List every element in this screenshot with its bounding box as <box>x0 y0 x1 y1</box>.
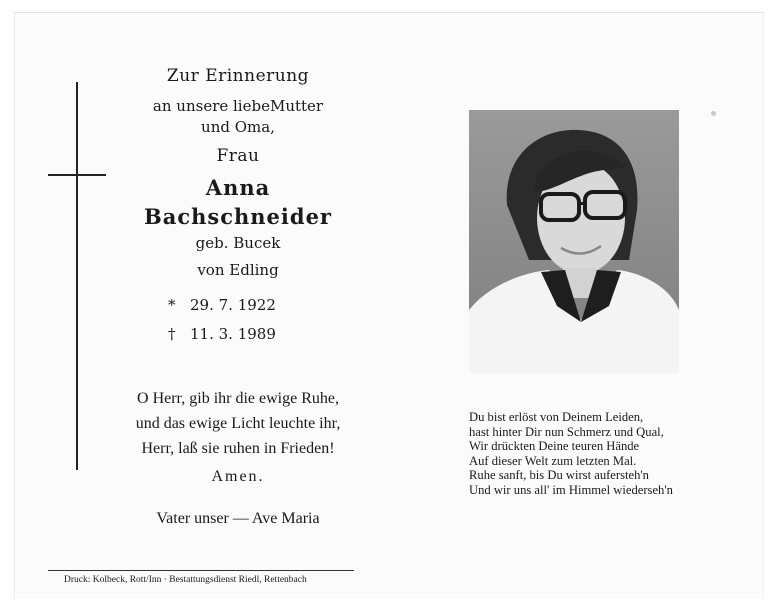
dedication-line-2: und Oma, <box>201 118 275 136</box>
print-credit: Druck: Kolbeck, Rott/Inn · Bestattungsdienst Riedl, Rettenbach <box>64 575 307 585</box>
birth-date: 29. 7. 1922 <box>190 296 276 314</box>
poem-line: Du bist erlöst von Deinem Leiden, <box>469 410 644 424</box>
dedication-line-1: an unsere liebeMutter <box>152 97 324 115</box>
poem-line: hast hinter Dir nun Schmerz und Qual, <box>469 424 664 439</box>
cross-horizontal-bar <box>48 174 106 176</box>
footer-divider <box>48 570 354 571</box>
prayer-line-1: O Herr, gib ihr die ewige Ruhe, <box>137 390 339 407</box>
poem-line: Ruhe sanft, bis Du wirst aufersteh'n <box>469 468 649 483</box>
honorific-title: Frau <box>216 146 260 166</box>
poem-line: Wir drückten Deine teuren Hände <box>469 439 640 454</box>
last-name: Bachschneider <box>143 204 332 229</box>
first-name: Anna <box>205 175 271 200</box>
death-date-line <box>168 325 276 343</box>
death-date: 11. 3. 1989 <box>190 325 276 343</box>
memorial-poem <box>469 410 673 498</box>
cross-vertical-bar <box>76 82 78 470</box>
poem-line: Auf dieser Welt zum letzten Mal. <box>469 453 637 468</box>
death-cross-icon: † <box>168 325 176 343</box>
prayer-line-2: und das ewige Licht leuchte ihr, <box>135 415 341 432</box>
speck-mark <box>711 111 716 116</box>
origin-place: von Edling <box>197 261 279 279</box>
portrait-photo <box>469 110 679 373</box>
birth-star-icon: * <box>168 296 176 314</box>
memorial-heading: Zur Erinnerung <box>166 66 310 86</box>
birth-name: geb. Bucek <box>195 234 281 252</box>
amen: Amen. <box>211 468 265 485</box>
prayer-line-3: Herr, laß sie ruhen in Frieden! <box>141 440 335 457</box>
closing-prayers: Vater unser — Ave Maria <box>156 510 320 527</box>
poem-line: Und wir uns all' im Himmel wiederseh'n <box>469 482 673 497</box>
birth-date-line <box>168 296 276 314</box>
portrait-image <box>469 110 679 373</box>
